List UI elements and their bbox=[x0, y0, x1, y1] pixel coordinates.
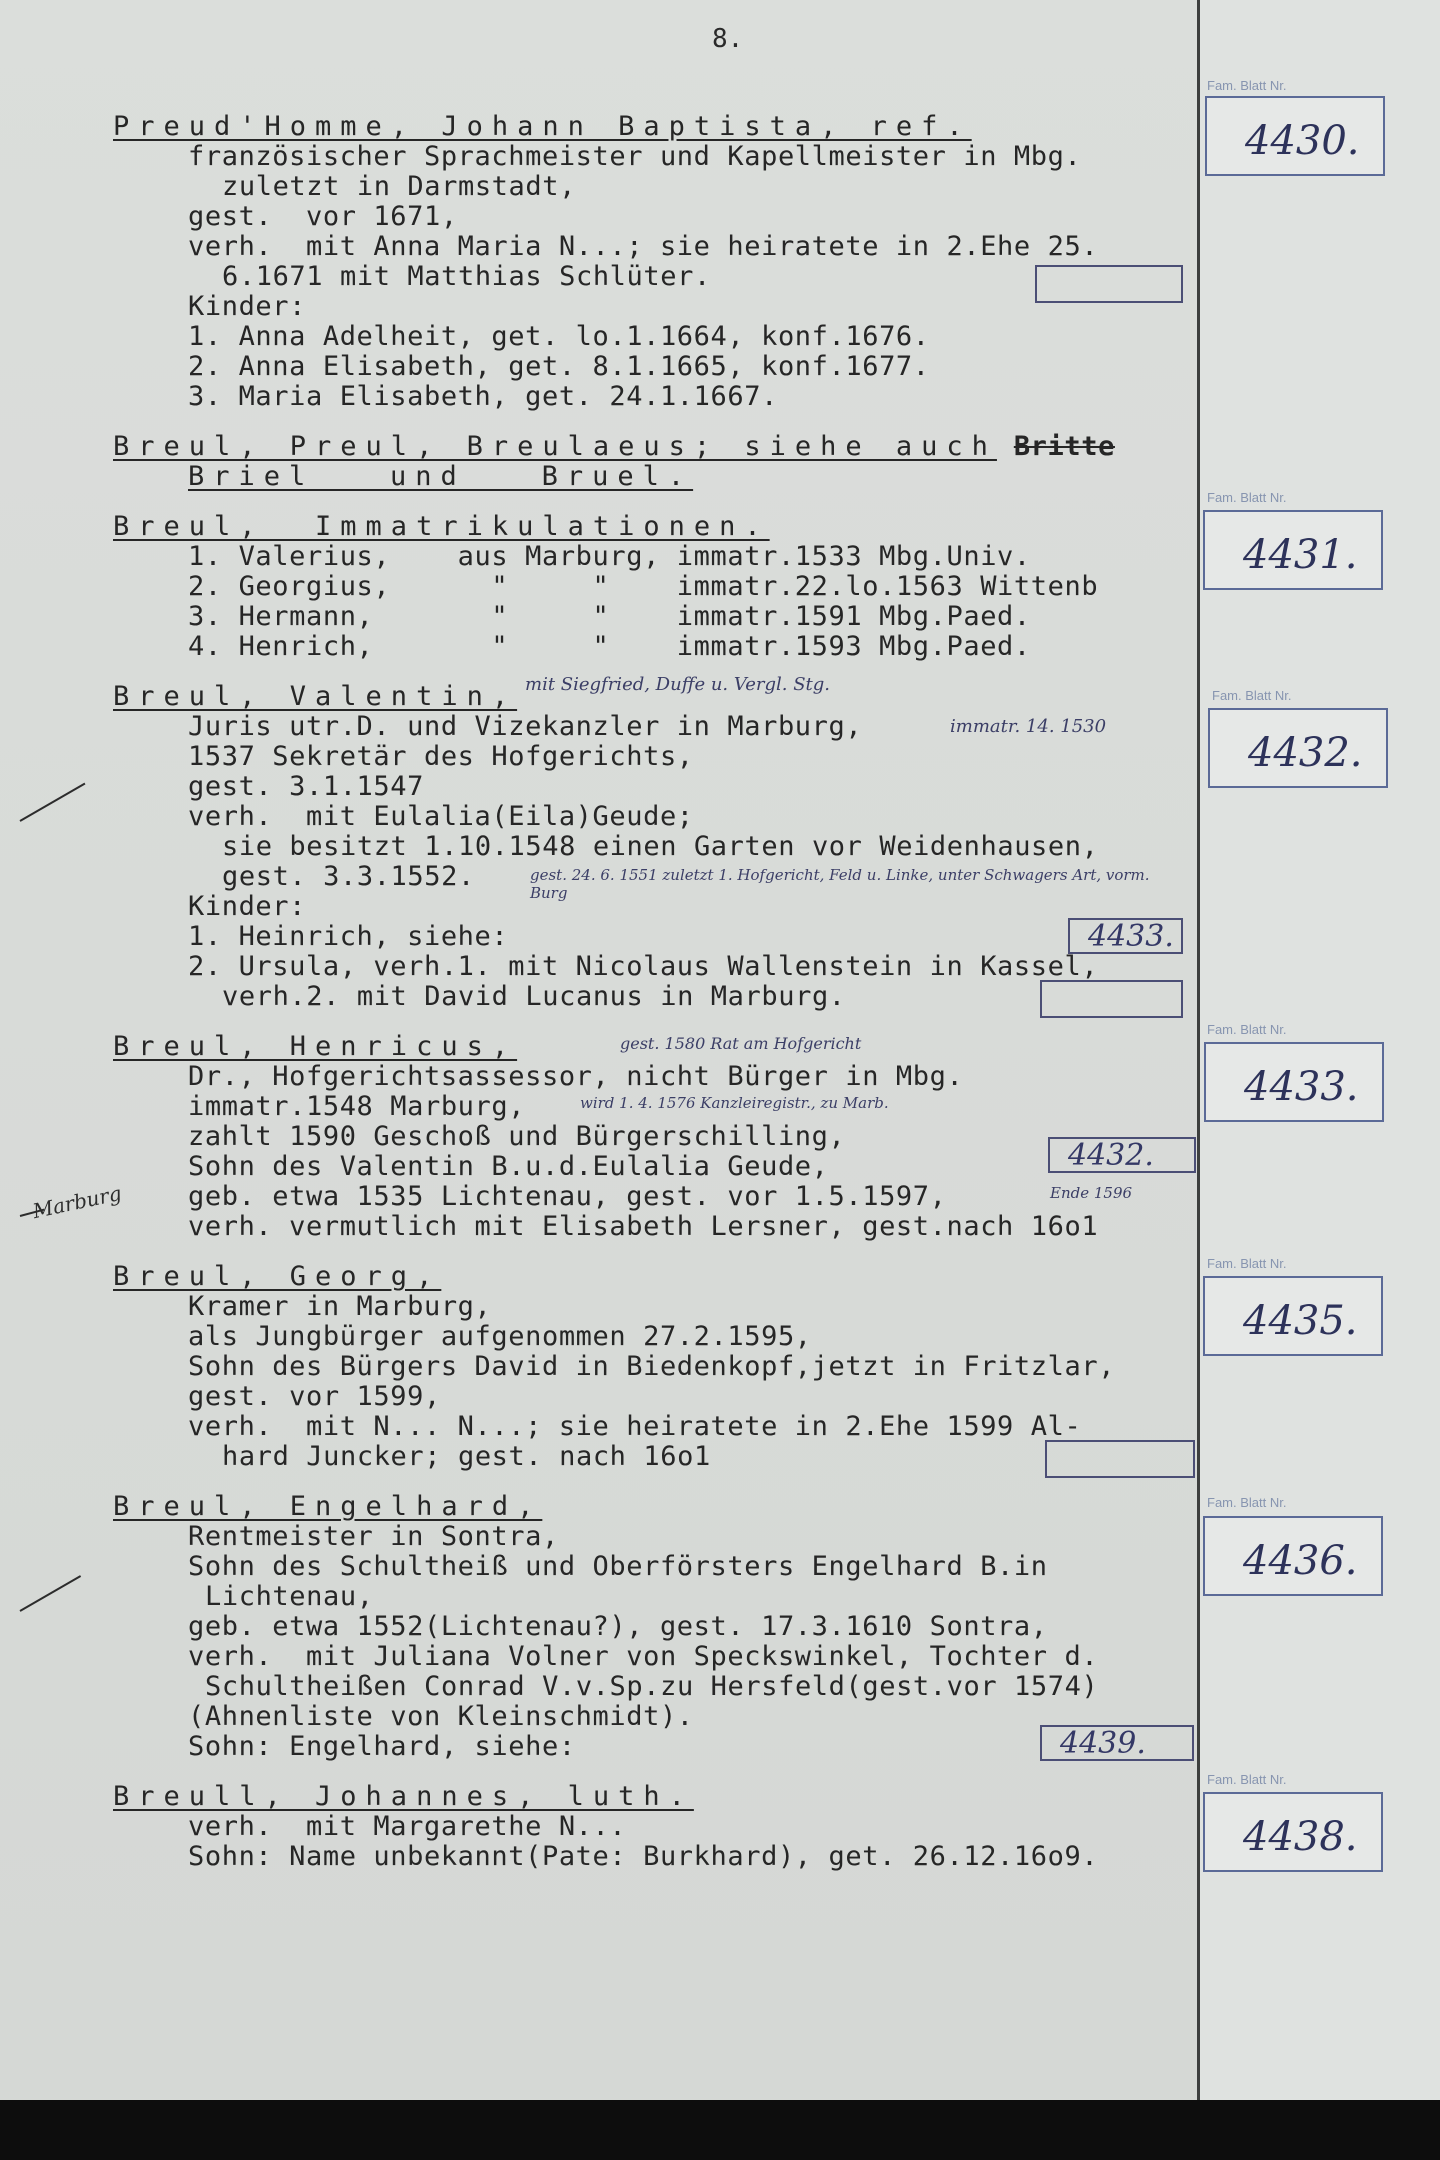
family-sheet-box bbox=[1204, 1042, 1384, 1122]
family-sheet-number: 4430. bbox=[1245, 118, 1360, 164]
text-line: Sohn des Valentin B.u.d.Eulalia Geude, bbox=[188, 1151, 829, 1182]
text-line: verh. mit Eulalia(Eila)Geude; bbox=[188, 801, 694, 832]
text-line: französischer Sprachmeister und Kapellmeister in Mbg. bbox=[188, 141, 1082, 172]
text-line: verh. vermutlich mit Elisabeth Lersner, gest.nach 16o1 bbox=[188, 1211, 1099, 1242]
text-line: 2. Georgius, " " immatr.22.lo.1563 Wittenb bbox=[188, 571, 1099, 602]
margin-handwritten-word: Marburg bbox=[30, 1180, 124, 1224]
text-line: verh. mit N... N...; sie heiratete in 2.Ehe 1599 Al- bbox=[188, 1411, 1082, 1442]
struck-text: Britte bbox=[1013, 431, 1115, 462]
handwritten-note: gest. 1580 Rat am Hofgericht bbox=[620, 1034, 862, 1053]
entry-heading-georg: Breul, Georg, bbox=[113, 1261, 442, 1292]
text-line: Schultheißen Conrad V.v.Sp.zu Hersfeld(gest.vor 1574) bbox=[205, 1671, 1099, 1702]
family-sheet-box bbox=[1203, 510, 1383, 590]
text-line: zahlt 1590 Geschoß und Bürgerschilling, bbox=[188, 1121, 846, 1152]
text-line: 2. Anna Elisabeth, get. 8.1.1665, konf.1677. bbox=[188, 351, 930, 382]
family-sheet-number: 4432. bbox=[1248, 730, 1363, 776]
text-line: verh.2. mit David Lucanus in Marburg. bbox=[222, 981, 846, 1012]
text-line: Dr., Hofgerichtsassessor, nicht Bürger in Mbg. bbox=[188, 1061, 964, 1092]
text-line: Kinder: bbox=[188, 291, 306, 322]
family-reference-box: 4439. bbox=[1040, 1725, 1194, 1761]
fam-blatt-label: Fam. Blatt Nr. bbox=[1207, 1022, 1287, 1037]
entry-heading-valentin: Breul, Valentin, bbox=[113, 681, 518, 712]
text-line: verh. mit Anna Maria N...; sie heiratete in 2.Ehe 25. bbox=[188, 231, 1099, 262]
text-line: gest. 3.1.1547 bbox=[188, 771, 424, 802]
entry-heading-immatrikulationen: Breul, Immatrikulationen. bbox=[113, 511, 770, 542]
margin-tick bbox=[20, 783, 86, 822]
text-line: Juris utr.D. und Vizekanzler in Marburg, bbox=[188, 711, 863, 742]
family-sheet-number: 4435. bbox=[1243, 1298, 1358, 1344]
empty-reference-box bbox=[1045, 1440, 1195, 1478]
family-sheet-box bbox=[1203, 1276, 1383, 1356]
text-line: 1537 Sekretär des Hofgerichts, bbox=[188, 741, 694, 772]
text-line: Sohn: Name unbekannt(Pate: Burkhard), get. 26.12.16o9. bbox=[188, 1841, 1099, 1872]
text-line: Sohn: Engelhard, siehe: bbox=[188, 1731, 576, 1762]
text-line: 2. Ursula, verh.1. mit Nicolaus Wallenstein in Kassel, bbox=[188, 951, 1099, 982]
text-line: hard Juncker; gest. nach 16o1 bbox=[222, 1441, 711, 1472]
family-sheet-number: 4431. bbox=[1243, 532, 1358, 578]
entry-heading-breul-variants: Breul, Preul, Breulaeus; siehe auch Britte bbox=[113, 431, 1115, 462]
text-line: als Jungbürger aufgenommen 27.2.1595, bbox=[188, 1321, 812, 1352]
page-number: 8. bbox=[712, 24, 744, 54]
handwritten-note: Ende 1596 bbox=[1050, 1184, 1133, 1202]
entry-heading-henricus: Breul, Henricus, bbox=[113, 1031, 518, 1062]
fam-blatt-label: Fam. Blatt Nr. bbox=[1212, 688, 1292, 703]
text-line: 1. Heinrich, siehe: bbox=[188, 921, 509, 952]
text-line: 1. Valerius, aus Marburg, immatr.1533 Mbg.Univ. bbox=[188, 541, 1031, 572]
entry-heading-engelhard: Breul, Engelhard, bbox=[113, 1491, 543, 1522]
text-line: Lichtenau, bbox=[205, 1581, 374, 1612]
fam-blatt-label: Fam. Blatt Nr. bbox=[1207, 1256, 1287, 1271]
family-sheet-box bbox=[1208, 708, 1388, 788]
handwritten-note: immatr. 14. 1530 bbox=[950, 716, 1107, 737]
text-line: 4. Henrich, " " immatr.1593 Mbg.Paed. bbox=[188, 631, 1031, 662]
text-line: Briel und Bruel. bbox=[188, 461, 694, 492]
text-line: Kinder: bbox=[188, 891, 306, 922]
entry-heading-johannes: Breull, Johannes, luth. bbox=[113, 1781, 694, 1812]
text-line: gest. vor 1671, bbox=[188, 201, 458, 232]
family-sheet-number: 4436. bbox=[1243, 1538, 1358, 1584]
text-line: zuletzt in Darmstadt, bbox=[222, 171, 576, 202]
text-line: verh. mit Margarethe N... bbox=[188, 1811, 627, 1842]
text-line: (Ahnenliste von Kleinschmidt). bbox=[188, 1701, 694, 1732]
empty-reference-box bbox=[1035, 265, 1183, 303]
empty-reference-box bbox=[1040, 980, 1183, 1018]
text-line: sie besitzt 1.10.1548 einen Garten vor Weidenhausen, bbox=[222, 831, 1099, 862]
text-line: 3. Hermann, " " immatr.1591 Mbg.Paed. bbox=[188, 601, 1031, 632]
text-line: geb. etwa 1535 Lichtenau, gest. vor 1.5.1597, bbox=[188, 1181, 947, 1212]
fam-blatt-label: Fam. Blatt Nr. bbox=[1207, 1772, 1287, 1787]
family-reference-box: 4433. bbox=[1068, 918, 1183, 954]
family-sheet-number: 4438. bbox=[1243, 1814, 1358, 1860]
margin-tick bbox=[20, 1575, 82, 1612]
handwritten-note: gest. 24. 6. 1551 zuletzt 1. Hofgericht, Feld u. Linke, unter Schwagers Art, vorm. Burg bbox=[530, 866, 1150, 902]
text-line: Sohn des Schultheiß und Oberförsters Engelhard B.in bbox=[188, 1551, 1048, 1582]
text-line: 1. Anna Adelheit, get. lo.1.1664, konf.1676. bbox=[188, 321, 930, 352]
text-line: Sohn des Bürgers David in Biedenkopf,jetzt in Fritzlar, bbox=[188, 1351, 1116, 1382]
text-line: verh. mit Juliana Volner von Speckswinkel, Tochter d. bbox=[188, 1641, 1099, 1672]
family-reference-box: 4432. bbox=[1048, 1137, 1196, 1173]
text-line: immatr.1548 Marburg, bbox=[188, 1091, 526, 1122]
handwritten-note: mit Siegfried, Duffe u. Vergl. Stg. bbox=[525, 674, 831, 695]
family-sheet-box bbox=[1203, 1516, 1383, 1596]
family-sheet-box bbox=[1203, 1792, 1383, 1872]
text-line: Kramer in Marburg, bbox=[188, 1291, 492, 1322]
text-line: gest. 3.3.1552. bbox=[222, 861, 475, 892]
text-line: 3. Maria Elisabeth, get. 24.1.1667. bbox=[188, 381, 778, 412]
family-sheet-number: 4433. bbox=[1244, 1064, 1359, 1110]
entry-heading-preudhomme: Preud'Homme, Johann Baptista, ref. bbox=[113, 111, 972, 142]
fam-blatt-label: Fam. Blatt Nr. bbox=[1207, 490, 1287, 505]
text-line: geb. etwa 1552(Lichtenau?), gest. 17.3.1610 Sontra, bbox=[188, 1611, 1048, 1642]
family-sheet-box bbox=[1205, 96, 1385, 176]
handwritten-note: wird 1. 4. 1576 Kanzleiregistr., zu Marb. bbox=[580, 1094, 889, 1112]
text-line: 6.1671 mit Matthias Schlüter. bbox=[222, 261, 711, 292]
text-line: gest. vor 1599, bbox=[188, 1381, 441, 1412]
fam-blatt-label: Fam. Blatt Nr. bbox=[1207, 78, 1287, 93]
text-line: Rentmeister in Sontra, bbox=[188, 1521, 559, 1552]
fam-blatt-label: Fam. Blatt Nr. bbox=[1207, 1495, 1287, 1510]
